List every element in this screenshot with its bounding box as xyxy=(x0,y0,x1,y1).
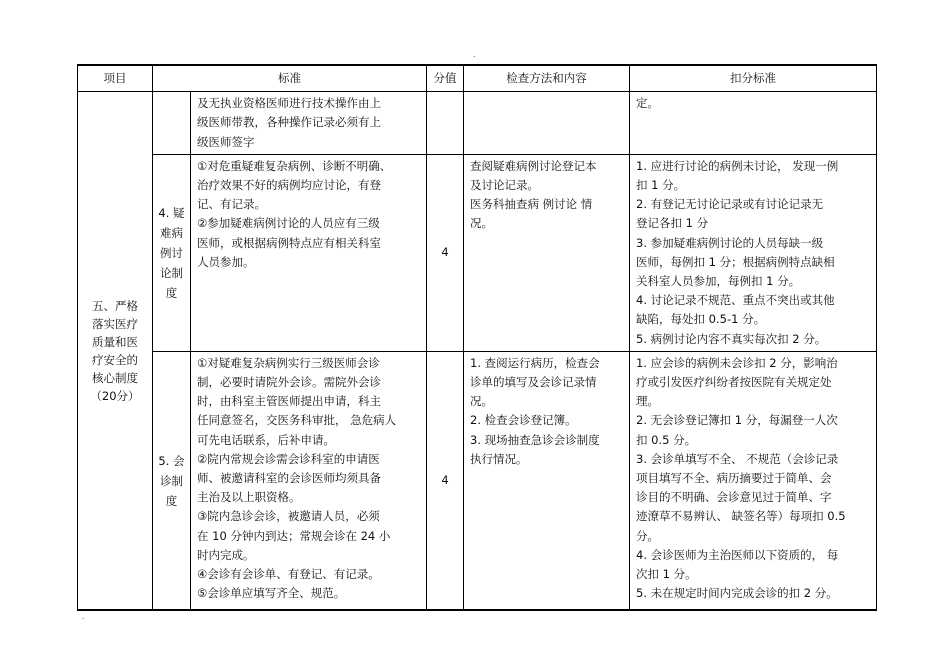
text-line: 执行情况。 xyxy=(470,451,528,466)
text-line: 扣 1 分。 xyxy=(636,178,686,193)
text-line: 次扣 1 分。 xyxy=(636,567,697,582)
text-line: 分。 xyxy=(636,528,659,543)
header-row xyxy=(78,65,877,92)
continued-score-cell xyxy=(427,92,464,155)
text-line: 例讨 xyxy=(160,245,183,260)
text-line: 度 xyxy=(165,285,178,300)
text-line: ④会诊有会诊单、有登记、有记录。 xyxy=(197,567,380,582)
header-method: 检查方法和内容 xyxy=(464,65,630,92)
text-line: 5. 病例讨论内容不真实每次扣 2 分。 xyxy=(636,331,827,346)
row5-method-cell xyxy=(464,351,630,610)
row5-standard-cell xyxy=(191,351,427,610)
text-line: ③院内急诊会诊，被邀请人员，必须 xyxy=(197,509,380,524)
text-line: 难病 xyxy=(160,225,183,240)
text-line: 制，必要时请院外会诊。需院外会诊 xyxy=(197,375,381,390)
text-line: 医师，或根据病例特点应有相关科室 xyxy=(197,235,381,250)
row5-score-cell: 4 xyxy=(427,351,464,610)
text-line: 登记各扣 1 分 xyxy=(636,216,709,231)
table-row-continued xyxy=(78,92,877,155)
text-line: 诊单的填写及会诊记录情 xyxy=(470,375,597,390)
text-line: 况。 xyxy=(470,394,493,409)
text-line: 核心制度 xyxy=(92,370,138,385)
continued-method-cell xyxy=(464,92,630,155)
text-line: 时内完成。 xyxy=(197,547,255,562)
header-standard: 标准 xyxy=(153,65,427,92)
text-line: 人员参加。 xyxy=(197,254,255,269)
header-deduction: 扣分标准 xyxy=(630,65,877,92)
text-line: 4. 疑 xyxy=(158,205,185,220)
row4-score-cell: 4 xyxy=(427,154,464,351)
table-row-difficult-case-discussion xyxy=(78,154,877,351)
text-line: 医师，每例扣 1 分；根据病例特点缺相 xyxy=(636,254,835,269)
header-item: 项目 xyxy=(78,65,153,92)
row4-method-cell xyxy=(464,154,630,351)
text-line: 诊目的不明确、会诊意见过于简单、字 xyxy=(636,490,832,505)
text-line: 1. 查阅运行病历，检查会 xyxy=(470,355,600,370)
row4-deduction-cell xyxy=(630,154,877,351)
continued-name-cell xyxy=(153,92,191,155)
text-line: 级医师带教，各种操作记录必须有上 xyxy=(197,115,381,130)
text-line: 3. 现场抽查急诊会诊制度 xyxy=(470,432,600,447)
text-line: 度 xyxy=(165,493,178,508)
text-line: 3. 会诊单填写不全、 不规范（会诊记录 xyxy=(636,451,839,466)
text-line: 记、有记录。 xyxy=(197,197,266,212)
text-line: 及讨论记录。 xyxy=(470,178,539,193)
header-score: 分值 xyxy=(427,65,464,92)
continued-deduction-cell xyxy=(630,92,877,155)
text-line: 项目填写不全、病历摘要过于简单、会 xyxy=(636,471,832,486)
text-line: 2. 检查会诊登记簿。 xyxy=(470,413,577,428)
text-line: （20分） xyxy=(90,388,140,403)
text-line: 理。 xyxy=(636,394,659,409)
text-line: 况。 xyxy=(470,216,493,231)
text-line: 师、被邀请科室的会诊医师均须具备 xyxy=(197,471,381,486)
text-line: ⑤会诊单应填写齐全、规范。 xyxy=(197,586,346,601)
text-line: 诊制 xyxy=(160,473,183,488)
text-line: 扣 0.5 分。 xyxy=(636,432,697,447)
table-row-consultation xyxy=(78,351,877,610)
text-line: 迹潦草不易辨认、 缺签名等）每项扣 0.5 xyxy=(636,509,846,524)
section-name-cell xyxy=(78,92,153,611)
text-line: 质量和医 xyxy=(92,334,138,349)
text-line: 在 10 分钟内到达；常规会诊在 24 小 xyxy=(197,528,391,543)
text-line: 1. 应会诊的病例未会诊扣 2 分，影响治 xyxy=(636,355,838,370)
text-line: 可先电话联系，后补申请。 xyxy=(197,432,335,447)
text-line: 4. 会诊医师为主治医师以下资质的， 每 xyxy=(636,547,839,562)
text-line: 疗或引发医疗纠纷者按医院有关规定处 xyxy=(636,375,832,390)
text-line: 及无执业资格医师进行技术操作由上 xyxy=(197,96,381,111)
text-line: ②参加疑难病例讨论的人员应有三级 xyxy=(197,216,380,231)
text-line: 1. 应进行讨论的病例未讨论， 发现一例 xyxy=(636,158,839,173)
text-line: 2. 有登记无讨论记录或有讨论记录无 xyxy=(636,197,824,212)
row5-deduction-cell xyxy=(630,351,877,610)
text-line: 论制 xyxy=(160,265,183,280)
text-line: 时，由科室主管医师提出申请，科主 xyxy=(197,394,381,409)
text-line: 疗安全的 xyxy=(92,352,138,367)
text-line: ②院内常规会诊需会诊科室的申请医 xyxy=(197,451,380,466)
text-line: 医务科抽查病 例讨论 情 xyxy=(470,197,593,212)
text-line: 五、严格 xyxy=(92,298,138,313)
text-line: 4. 讨论记录不规范、重点不突出或其他 xyxy=(636,293,835,308)
assessment-table xyxy=(77,64,877,611)
text-line: 级医师签字 xyxy=(197,134,255,149)
text-line: 落实医疗 xyxy=(92,316,138,331)
text-line: ①对危重疑难复杂病例、诊断不明确、 xyxy=(197,158,392,173)
row5-name-cell xyxy=(153,351,191,610)
text-line: 缺陷，每处扣 0.5-1 分。 xyxy=(636,312,766,327)
text-line: 定。 xyxy=(636,96,659,111)
text-line: 主治及以上职资格。 xyxy=(197,490,301,505)
text-line: 任同意签名，交医务科审批， 急危病人 xyxy=(197,413,397,428)
text-line: 5. 未在规定时间内完成会诊的扣 2 分。 xyxy=(636,586,838,601)
page-mark-bottom: . xyxy=(82,612,85,621)
text-line: 5. 会 xyxy=(158,453,185,468)
row4-standard-cell xyxy=(191,154,427,351)
page-mark-top: . xyxy=(473,50,476,59)
text-line: 2. 无会诊登记簿扣 1 分，每漏登一人次 xyxy=(636,413,838,428)
text-line: ①对疑难复杂病例实行三级医师会诊 xyxy=(197,355,380,370)
text-line: 治疗效果不好的病例均应讨论，有登 xyxy=(197,178,381,193)
text-line: 查阅疑难病例讨论登记本 xyxy=(470,158,597,173)
text-line: 3. 参加疑难病例讨论的人员每缺一级 xyxy=(636,235,824,250)
row4-name-cell xyxy=(153,154,191,351)
text-line: 关科室人员参加，每例扣 1 分。 xyxy=(636,274,801,289)
continued-standard-cell xyxy=(191,92,427,155)
